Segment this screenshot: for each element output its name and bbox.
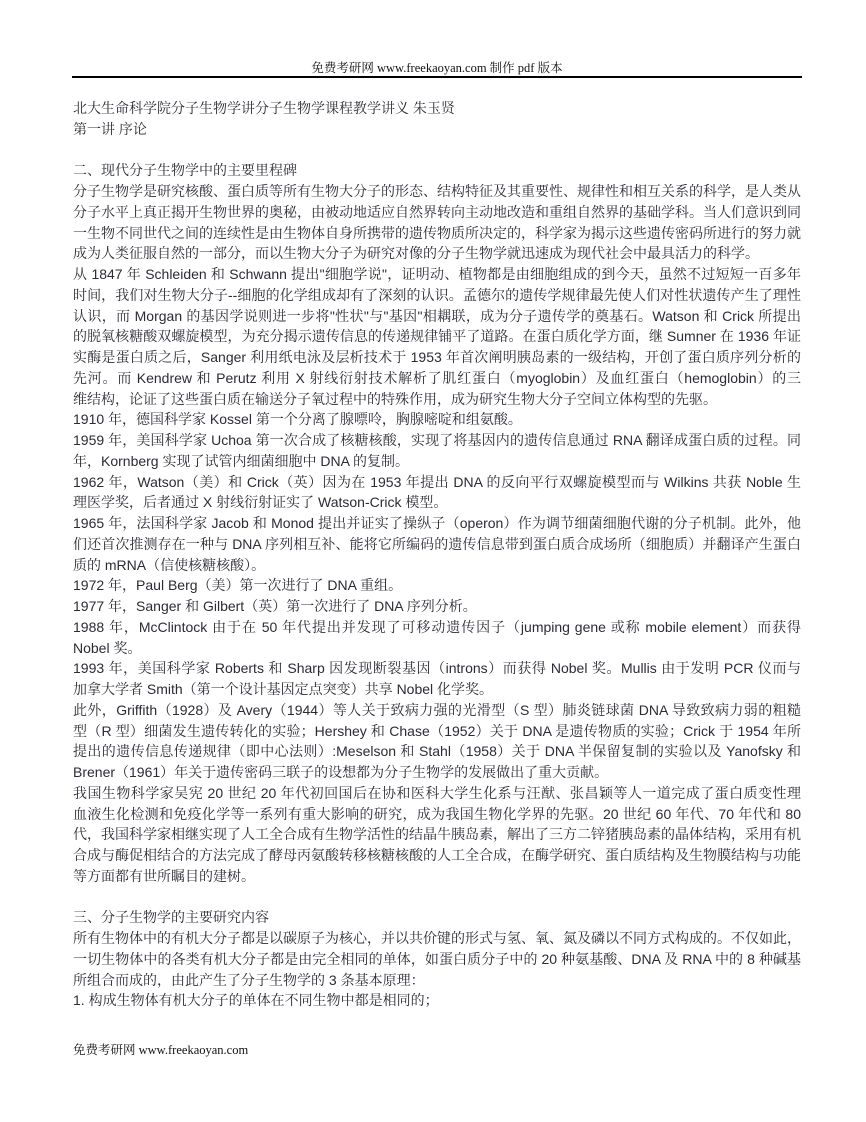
text-line: 1. 构成生物体有机大分子的单体在不同生物中都是相同的； xyxy=(73,992,439,1009)
text-line: 加拿大学者 Smith（第一个设计基因定点突变）共享 Nobel 化学奖。 xyxy=(73,681,494,697)
text-line: 实酶是蛋白质之后，Sanger 利用纸电泳及层析技术于 1953 年首次阐明胰岛素的一级结构，开创了蛋白质序列分析的 xyxy=(73,349,801,365)
text-line: 1965 年，法国科学家 Jacob 和 Monod 提出并证实了操纵子（operon）作为调节细菌细胞代谢的分子机制。此外，他 xyxy=(73,515,801,531)
text-line: Nobel 奖。 xyxy=(73,639,142,656)
text-line: 的脱氧核糖酸双螺旋模型，为充分揭示遗传信息的传递规律铺平了道路。在蛋白质化学方面，继 Sumner 在 1936 年证 xyxy=(73,328,801,345)
text-line: 所组合而成的，由此产生了分子生物学的 3 条基本原理： xyxy=(73,971,425,988)
text-line: 年，Kornberg 实现了试管内细菌细胞中 DNA 的复制。 xyxy=(73,452,410,469)
text-line: 合成与酶促相结合的方法完成了酵母丙氨酸转移核糖核酸的人工全合成，在酶学研究、蛋白质结构及生物膜结构与功能 xyxy=(73,847,801,863)
text-line: 1959 年，美国科学家 Uchoa 第一次合成了核糖核酸，实现了将基因内的遗传信息通过 RNA 翻译成蛋白质的过程。同 xyxy=(73,432,801,448)
text-line: 型（R 型）细菌发生遗传转化的实验；Hershey 和 Chase（1952）关于 DNA 是遗传物质的实验；Crick 于 1954 年所 xyxy=(73,722,801,739)
text-line: 认识，而 Morgan 的基因学说则进一步将"性状"与"基因"相耦联，成为分子遗传学的奠基石。Watson 和 Crick 所提出 xyxy=(73,307,801,324)
text-line: 1910 年，德国科学家 Kossel 第一个分离了腺嘌呤，胸腺嘧啶和组氨酸。 xyxy=(73,411,522,428)
text-line: 理医学奖，后者通过 X 射线衍射证实了 Watson-Crick 模型。 xyxy=(73,494,448,511)
text-line: 先河。而 Kendrew 和 Perutz 利用 X 射线衍射技术解析了肌红蛋白（myoglobin）及血红蛋白（hemoglobin）的三 xyxy=(73,369,801,386)
text-line: Brener（1961）年关于遗传密码三联子的设想都为分子生物学的发展做出了重大贡献。 xyxy=(73,764,609,780)
text-line: 一切生物体中的各类有机大分子都是由完全相同的单体，如蛋白质分子中的 20 种氨基酸、DNA 及 RNA 中的 8 种碱基 xyxy=(73,950,801,967)
text-line: 1962 年，Watson（美）和 Crick（英）因为在 1953 年提出 DNA 的反向平行双螺旋模型而与 Wilkins 共获 Noble 生 xyxy=(73,473,801,490)
text-line: 血液生化检测和免疫化学等一系列有重大影响的研究，成为我国生物化学界的先驱。20 世纪 60 年代、70 年代和 80 xyxy=(73,805,801,822)
header-divider xyxy=(72,76,802,78)
text-line: 1993 年，美国科学家 Roberts 和 Sharp 因发现断裂基因（introns）而获得 Nobel 奖。Mullis 由于发明 PCR 仪而与 xyxy=(73,660,801,677)
text-line: 分子生物学是研究核酸、蛋白质等所有生物大分子的形态、结构特征及其重要性、规律性和相互关系的科学，是人类从 xyxy=(73,183,801,199)
text-line: 从 1847 年 Schleiden 和 Schwann 提出"细胞学说"，证明动、植物都是由细胞组成的到今天，虽然不过短短一百多年 xyxy=(73,266,801,282)
text-line: 维结构，论证了这些蛋白质在输送分子氧过程中的特殊作用，成为研究生物大分子空间立体构型的先驱。 xyxy=(73,390,717,407)
text-line: 质的 mRNA（信使核糖核酸）。 xyxy=(73,556,266,573)
blank-line xyxy=(73,140,801,161)
text-line: 时间，我们对生物大分子--细胞的化学组成却有了深刻的认识。孟德尔的遗传学规律最先使人们对性状遗传产生了理性 xyxy=(73,286,801,303)
text-line: 此外，Griffith（1928）及 Avery（1944）等人关于致病力强的光滑型（S 型）肺炎链球菌 DNA 导致致病力弱的粗糙 xyxy=(73,701,801,718)
text-line: 们还首次推测存在一种与 DNA 序列相互补、能将它所编码的遗传信息带到蛋白质合成场所（细胞质）并翻译产生蛋白 xyxy=(73,535,801,552)
section-heading: 二、现代分子生物学中的主要里程碑 xyxy=(73,162,297,179)
text-line: 分子水平上真正揭开生物世界的奥秘，由被动地适应自然界转向主动地改造和重组自然界的基础学科。当人们意识到同 xyxy=(73,203,801,220)
text-line: 所有生物体中的有机大分子都是以碳原子为核心，并以共价键的形式与氢、氧、氮及磷以不同方式构成的。不仅如此， xyxy=(73,930,801,946)
text-line: 我国生物科学家吴宪 20 世纪 20 年代初回国后在协和医科大学生化系与汪猷、张昌颖等人一道完成了蛋白质变性理 xyxy=(73,784,801,801)
text-line: 代，我国科学家相继实现了人工全合成有生物学活性的结晶牛胰岛素，解出了三方二锌猪胰岛素的晶体结构，采用有机 xyxy=(73,826,801,843)
text-line: 1977 年，Sanger 和 Gilbert（英）第一次进行了 DNA 序列分析。 xyxy=(73,598,477,614)
page-footer: 免费考研网 www.freekaoyan.com xyxy=(73,1043,249,1057)
text-line: 一生物不同世代之间的连续性是由生物体自身所携带的遗传物质所决定的，科学家为揭示这些遗传密码所进行的努力就 xyxy=(73,224,801,241)
text-line: 1988 年，McClintock 由于在 50 年代提出并发现了可移动遗传因子（jumping gene 或称 mobile element）而获得 xyxy=(73,618,801,635)
text-line: 1972 年，Paul Berg（美）第一次进行了 DNA 重组。 xyxy=(73,577,403,594)
document-body xyxy=(73,98,801,1011)
page-header: 免费考研网 www.freekaoyan.com 制作 pdf 版本 xyxy=(311,61,563,75)
text-line: 提出的遗传信息传递规律（即中心法则）:Meselson 和 Stahl（1958）关于 DNA 半保留复制的实验以及 Yanofsky 和 xyxy=(73,743,801,760)
lecture-title: 第一讲 序论 xyxy=(73,120,147,137)
section-heading: 三、分子生物学的主要研究内容 xyxy=(73,909,269,926)
text-line: 等方面都有世所瞩目的建树。 xyxy=(73,867,255,884)
document-title: 北大生命科学院分子生物学讲分子生物学课程教学讲义 朱玉贤 xyxy=(73,100,455,116)
text-line: 成为人类征服自然的一部分，而以生物大分子为研究对像的分子生物学就迅速成为现代社会中最具活力的科学。 xyxy=(73,245,759,262)
blank-line xyxy=(73,887,801,908)
